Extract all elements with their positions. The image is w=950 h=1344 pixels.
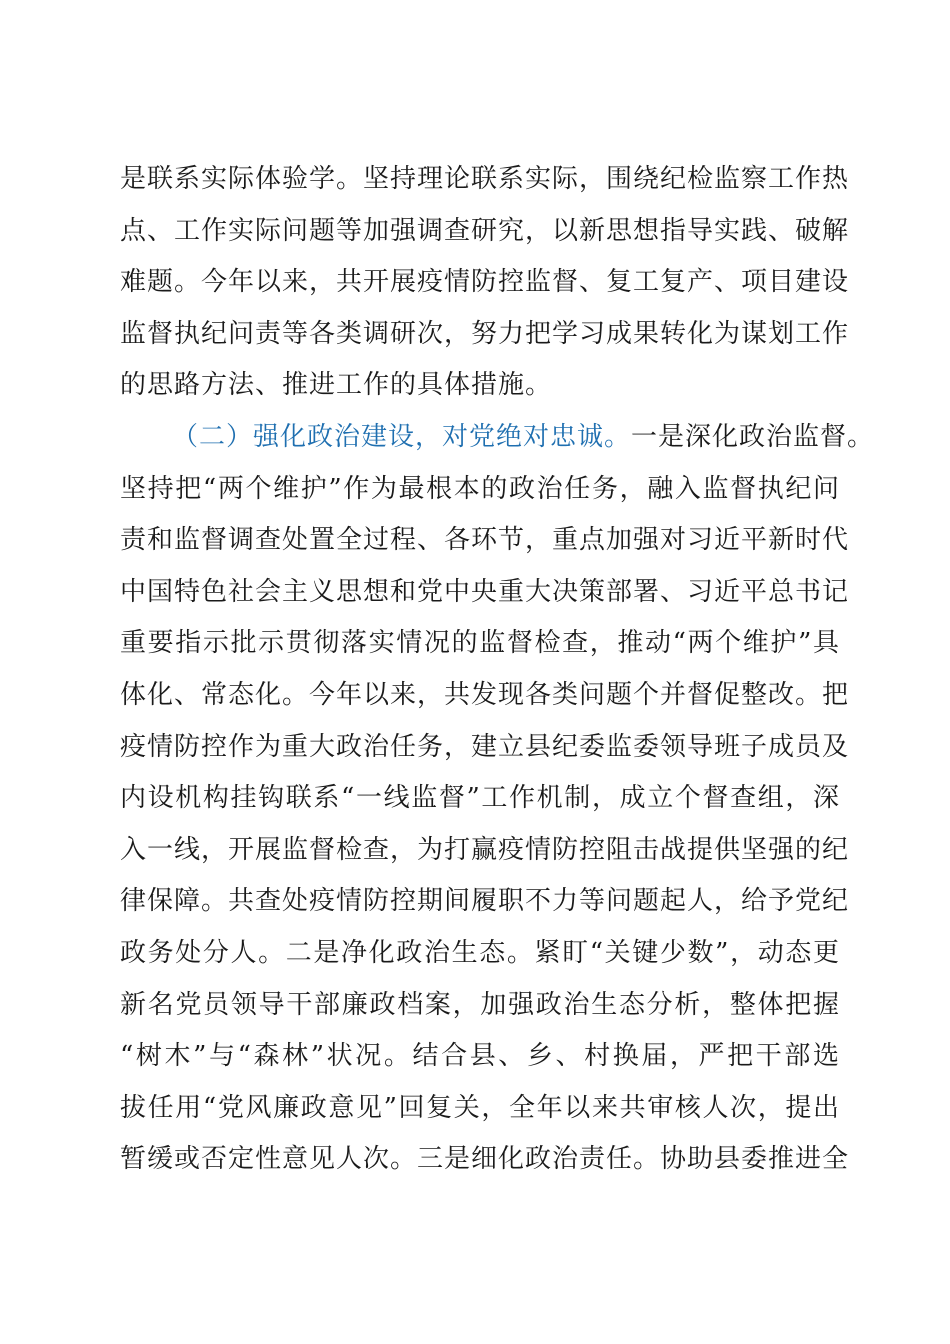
paragraph-2-line-1 — [120, 412, 875, 464]
paragraph-2-line-6: 体化、常态化。今年以来，共发现各类问题个并督促整改。把 — [120, 679, 850, 710]
paragraph-2-line-9: 入一线，开展监督检查，为打赢疫情防控阻击战提供坚强的纪 — [120, 834, 850, 865]
paragraph-1-line-4: 监督执纪问责等各类调研次，努力把学习成果转化为谋划工作 — [120, 318, 850, 349]
paragraph-1-line-5: 的思路方法、推进工作的具体措施。 — [120, 370, 553, 401]
paragraph-2-line-13: “树木”与“森林”状况。结合县、乡、村换届，严把干部选 — [120, 1041, 840, 1072]
paragraph-1-line-1: 是联系实际体验学。坚持理论联系实际，围绕纪检监察工作热 — [120, 164, 850, 194]
paragraph-1-line-2: 点、工作实际问题等加强调查研究，以新思想指导实践、破解 — [120, 215, 850, 246]
paragraph-2-line-4: 中国特色社会主义思想和党中央重大决策部署、习近平总书记 — [120, 576, 850, 607]
paragraph-1-line-3: 难题。今年以来，共开展疫情防控监督、复工复产、项目建设 — [120, 267, 850, 298]
paragraph-2-line-12: 新名党员领导干部廉政档案，加强政治生态分析，整体把握 — [120, 989, 840, 1020]
document-body — [120, 154, 875, 1186]
paragraph-2-line-14: 拔任用“党风廉政意见”回复关，全年以来共审核人次，提出 — [120, 1092, 840, 1123]
paragraph-2-line-15: 暂缓或否定性意见人次。三是细化政治责任。协助县委推进全 — [120, 1144, 850, 1175]
section-heading-rest: 一是深化政治监督。 — [631, 421, 875, 452]
paragraph-2-line-10: 律保障。共查处疫情防控期间履职不力等问题起人，给予党纪 — [120, 886, 850, 917]
paragraph-2-line-7: 疫情防控作为重大政治任务，建立县纪委监委领导班子成员及 — [120, 731, 850, 762]
section-heading: （二）强化政治建设，对党绝对忠诚。 — [172, 421, 632, 452]
paragraph-2-line-8: 内设机构挂钩联系“一线监督”工作机制，成立个督查组，深 — [120, 783, 840, 814]
paragraph-2-line-3: 责和监督调查处置全过程、各环节，重点加强对习近平新时代 — [120, 525, 850, 556]
paragraph-2-line-2: 坚持把“两个维护”作为最根本的政治任务，融入监督执纪问 — [120, 473, 840, 504]
paragraph-2-line-5: 重要指示批示贯彻落实情况的监督检查，推动“两个维护”具 — [120, 628, 840, 659]
paragraph-2-line-11: 政务处分人。二是净化政治生态。紧盯“关键少数”，动态更 — [120, 937, 840, 968]
